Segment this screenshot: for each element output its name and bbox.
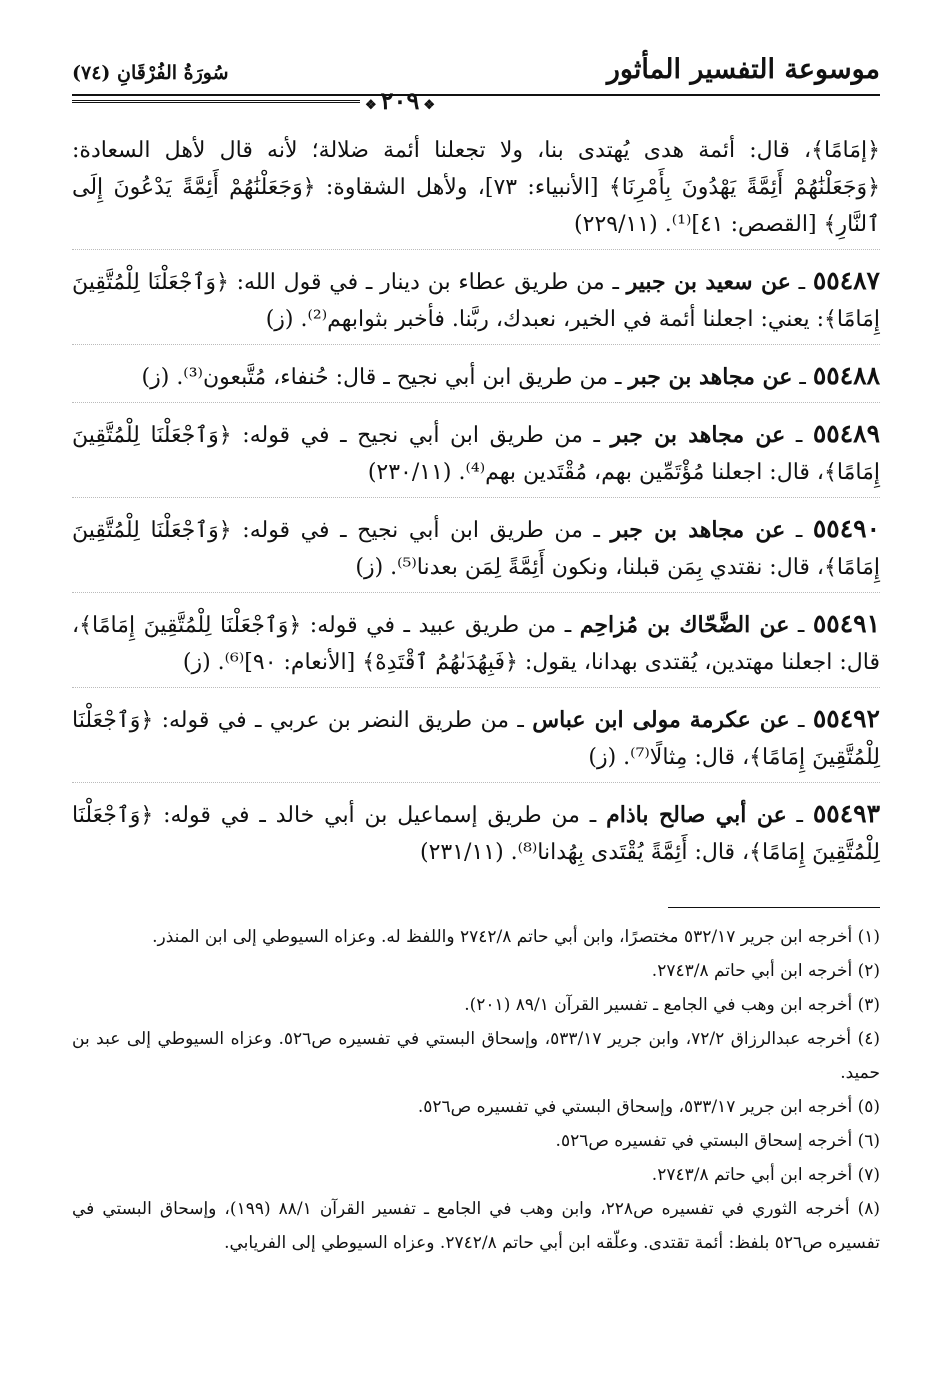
footnote: (٢) أخرجه ابن أبي حاتم ٢٧٤٣/٨. [651, 961, 880, 981]
footnote: (٥) أخرجه ابن جرير ٥٣٣/١٧، وإسحاق البستي في تفسيره ص٥٢٦. [417, 1097, 880, 1117]
narration-number: ٥٥٤٩٢ [812, 704, 880, 733]
narration-author: عن سعيد بن جبير [626, 269, 791, 295]
narration-author: عن أبي صالح باذام [606, 802, 787, 828]
paragraph-text: ـ من طريق النضر بن عربي ـ في قوله: ﴿وَٱجْعَلْنَا لِلْمُتَّقِينَ إِمَامًا﴾، قال: مِثالًا⁽⁷⁾. (ز) [72, 708, 880, 770]
narration-paragraph: ٥٥٤٩١ ـ عن الضَّحّاك بن مُزاحِم ـ من طريق عبيد ـ في قوله: ﴿وَٱجْعَلْنَا لِلْمُتَّقِينَ إِمَامًا﴾، قال: اجعلنا مهتدين، يُقتدى بهدانا، يقول: ﴿فَبِهُدَىٰهُمُ ٱقْتَدِهْ﴾ [الأنعام: ٩٠]⁽⁶⁾. (ز) [72, 605, 880, 688]
page-number [345, 86, 455, 115]
paragraph [72, 132, 880, 250]
ornament-icon: ❖ [423, 98, 435, 113]
footnote: (٤) أخرجه عبدالرزاق ٧٢/٢، وابن جرير ٥٣٣/١٧، وإسحاق البستي في تفسيره ص٥٢٦. وعزاه السيوطي إلى عبد بن حميد. [72, 1029, 880, 1083]
footnote: (٦) أخرجه إسحاق البستي في تفسيره ص٥٢٦. [555, 1131, 880, 1151]
narration-author: عن الضَّحّاك بن مُزاحِم [579, 612, 790, 638]
narration-paragraph: ٥٥٤٩٠ ـ عن مجاهد بن جبر ـ من طريق ابن أبي نجيح ـ في قوله: ﴿وَٱجْعَلْنَا لِلْمُتَّقِينَ إِمَامًا﴾، قال: نقتدي بِمَن قبلنا، ونكون أَئِمَّةً لِمَن بعدنا⁽⁵⁾. (ز) [72, 510, 880, 593]
narration-paragraph: ٥٥٤٩٣ ـ عن أبي صالح باذام ـ من طريق إسماعيل بن أبي خالد ـ في قوله: ﴿وَٱجْعَلْنَا لِلْمُتَّقِينَ إِمَامًا﴾، قال: أَئِمَّةً يُقْتَدى بِهُدانا⁽⁸⁾. (٢٣١/١١) [72, 799, 880, 865]
narration-paragraph: ٥٥٤٨٩ ـ عن مجاهد بن جبر ـ من طريق ابن أبي نجيح ـ في قوله: ﴿وَٱجْعَلْنَا لِلْمُتَّقِينَ إِمَامًا﴾، قال: اجعلنا مُؤْتَمِّين بهم، مُقْتَدين بهم⁽⁴⁾. (٢٣٠/١١) [72, 415, 880, 498]
paragraph-text: ـ من طريق ابن أبي نجيح ـ في قوله: ﴿وَٱجْعَلْنَا لِلْمُتَّقِينَ إِمَامًا﴾، قال: اجعلنا مُؤْتَمِّين بهم، مُقْتَدين بهم⁽⁴⁾. (٢٣٠/١١) [72, 423, 880, 485]
narration-author: عن مجاهد بن جبر [628, 364, 793, 390]
narration-number: ٥٥٤٩٣ [812, 799, 880, 828]
narration-paragraph: ٥٥٤٨٨ ـ عن مجاهد بن جبر ـ من طريق ابن أبي نجيح ـ قال: حُنفاء، مُتَّبعون⁽³⁾. (ز) [72, 357, 880, 403]
surah-title: سُورَةُ الفُرْقَانِ (٧٤) [72, 62, 229, 84]
narration-number: ٥٥٤٩١ [812, 609, 880, 638]
main-text [72, 132, 880, 889]
narration-number: ٥٥٤٨٩ [812, 419, 880, 448]
narration-author: عن عكرمة مولى ابن عباس [532, 707, 790, 733]
narration-number: ٥٥٤٨٧ [812, 266, 880, 295]
paragraph-text: ـ من طريق عطاء بن دينار ـ في قول الله: ﴿وَٱجْعَلْنَا لِلْمُتَّقِينَ إِمَامًا﴾: يعني: اجعلنا أئمة في الخير، نعبدك، ربَّنا. فأخبر بثوابهم⁽²⁾. (ز) [72, 270, 880, 332]
page-number-value: ٢٠٩ [380, 86, 420, 115]
series-title: موسوعة التفسير المأثور [606, 54, 880, 85]
narration-paragraph: ٥٥٤٨٧ ـ عن سعيد بن جبير ـ من طريق عطاء بن دينار ـ في قول الله: ﴿وَٱجْعَلْنَا لِلْمُتَّقِينَ إِمَامًا﴾: يعني: اجعلنا أئمة في الخير، نعبدك، ربَّنا. فأخبر بثوابهم⁽²⁾. (ز) [72, 262, 880, 345]
ornament-icon: ❖ [365, 98, 377, 113]
footnote-rule [668, 907, 880, 908]
paragraph-text: ـ من طريق ابن أبي نجيح ـ في قوله: ﴿وَٱجْعَلْنَا لِلْمُتَّقِينَ إِمَامًا﴾، قال: نقتدي بِمَن قبلنا، ونكون أَئِمَّةً لِمَن بعدنا⁽⁵⁾. (ز) [72, 518, 880, 580]
narration-author: عن مجاهد بن جبر [610, 422, 786, 448]
paragraph-text: ـ من طريق ابن أبي نجيح ـ قال: حُنفاء، مُتَّبعون⁽³⁾. (ز) [141, 365, 629, 390]
footnote: (٨) أخرجه الثوري في تفسيره ص٢٢٨، وابن وهب في الجامع ـ تفسير القرآن ٨٨/١ (١٩٩)، وإسحاق البستي في تفسيره ص٥٢٦ بلفظ: أئمة تقتدى. وعلّقه ابن أبي حاتم ٢٧٤٢/٨. وعزاه السيوطي إلى الفريابي. [72, 1199, 881, 1253]
footnote: (١) أخرجه ابن جرير ٥٣٢/١٧ مختصرًا، وابن أبي حاتم ٢٧٤٢/٨ واللفظ له. وعزاه السيوطي إلى ابن المنذر. [152, 927, 880, 947]
narration-number: ٥٥٤٩٠ [812, 514, 880, 543]
footnote: (٧) أخرجه ابن أبي حاتم ٢٧٤٣/٨. [651, 1165, 880, 1185]
page-number-rule [72, 100, 360, 103]
paragraph-text: ﴿إمَامًا﴾، قال: أئمة هدى يُهتدى بنا، ولا تجعلنا أئمة ضلالة؛ لأنه قال لأهل السعادة: ﴿وَجَعَلْنَٰهُمْ أَئِمَّةً يَهْدُونَ بِأَمْرِنَا﴾ [الأنبياء: ٧٣]، ولأهل الشقاوة: ﴿وَجَعَلْنَٰهُمْ أَئِمَّةً يَدْعُونَ إِلَى ٱلنَّارِ﴾ [القصص: ٤١]⁽¹⁾. (٢٢٩/١١) [72, 138, 880, 237]
narration-author: عن مجاهد بن جبر [610, 517, 786, 543]
footnote: (٣) أخرجه ابن وهب في الجامع ـ تفسير القرآن ٨٩/١ (٢٠١). [464, 995, 880, 1015]
narration-paragraph: ٥٥٤٩٢ ـ عن عكرمة مولى ابن عباس ـ من طريق النضر بن عربي ـ في قوله: ﴿وَٱجْعَلْنَا لِلْمُتَّقِينَ إِمَامًا﴾، قال: مِثالًا⁽⁷⁾. (ز) [72, 700, 880, 783]
page-number-row [72, 88, 880, 114]
narration-number: ٥٥٤٨٨ [812, 361, 880, 390]
footnotes [72, 920, 880, 1260]
paragraph-text: ـ من طريق إسماعيل بن أبي خالد ـ في قوله: ﴿وَٱجْعَلْنَا لِلْمُتَّقِينَ إِمَامًا﴾، قال: أَئِمَّةً يُقْتَدى بِهُدانا⁽⁸⁾. (٢٣١/١١) [72, 803, 880, 865]
paragraph-text: ـ من طريق عبيد ـ في قوله: ﴿وَٱجْعَلْنَا لِلْمُتَّقِينَ إِمَامًا﴾، قال: اجعلنا مهتدين، يُقتدى بهدانا، يقول: ﴿فَبِهُدَىٰهُمُ ٱقْتَدِهْ﴾ [الأنعام: ٩٠]⁽⁶⁾. (ز) [72, 613, 880, 675]
